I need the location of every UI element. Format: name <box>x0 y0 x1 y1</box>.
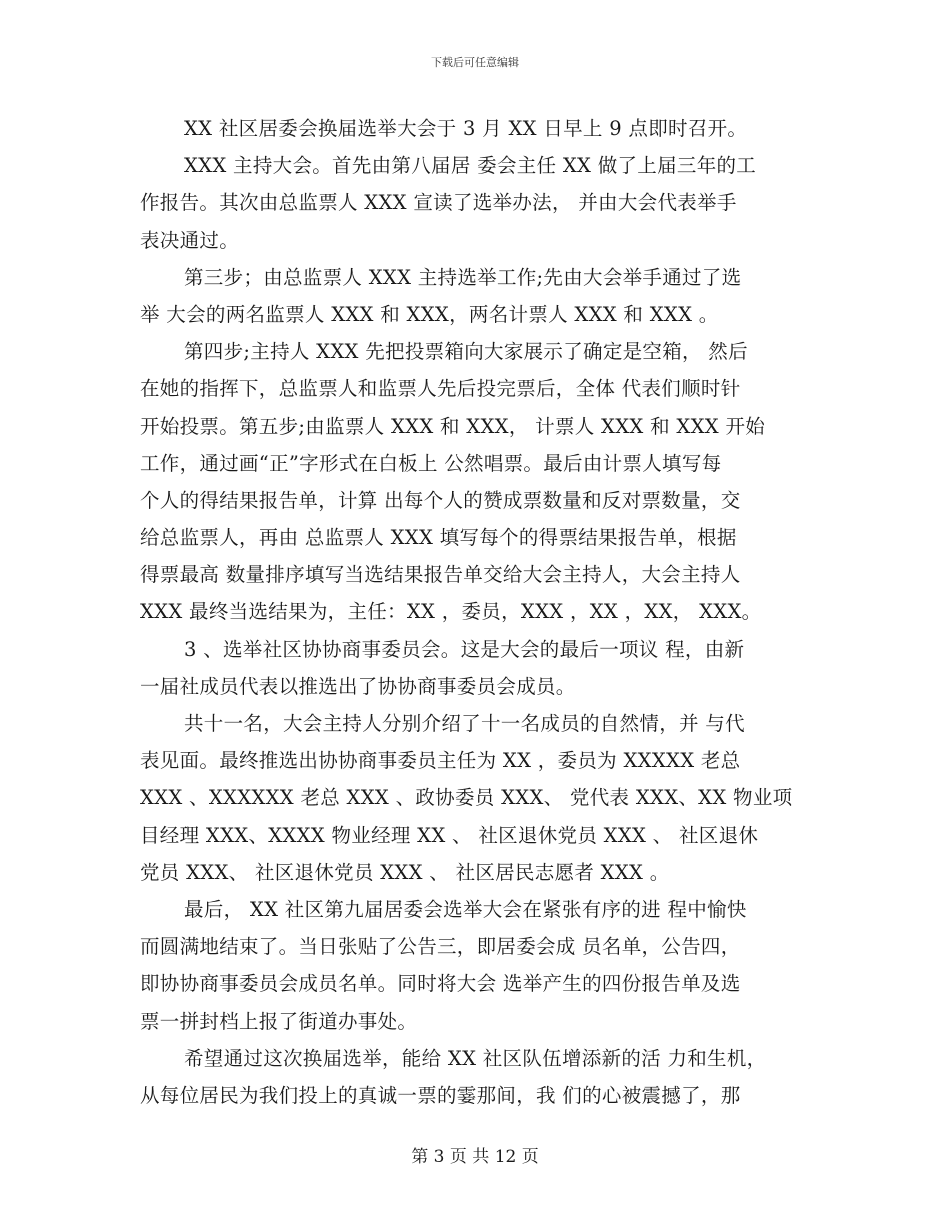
text-line: XXX 最终当选结果为，主任：XX ，委员，XXX ，XX ，XX， XXX。 <box>140 600 762 624</box>
text-line: 表见面。最终推选出协协商事委员主任为 XX ，委员为 XXXXX 老总 <box>140 749 741 773</box>
text-line: 工作，通过画“正”字形式在白板上 公然唱票。最后由计票人填写每 <box>140 451 722 475</box>
text-line: 3 、选举社区协协商事委员会。这是大会的最后一项议 程，由新 <box>184 637 745 661</box>
text-line: 目经理 XXX、XXXX 物业经理 XX 、 社区退休党员 XXX 、 社区退休 <box>140 823 759 847</box>
text-line: 给总监票人，再由 总监票人 XXX 填写每个的得票结果报告单，根据 <box>140 526 737 550</box>
text-line: 党员 XXX、 社区退休党员 XXX 、 社区居民志愿者 XXX 。 <box>140 860 670 884</box>
text-line: XX 社区居委会换届选举大会于 3 月 XX 日早上 9 点即时召开。 <box>184 117 748 140</box>
text-line: 而圆满地结束了。当日张贴了公告三，即居委会成 员名单，公告四， <box>140 935 741 959</box>
text-line: 希望通过这次换届选举，能给 XX 社区队伍增添新的活 力和生机， <box>184 1046 767 1070</box>
text-line: 举 大会的两名监票人 XXX 和 XXX，两名计票人 XXX 和 XXX 。 <box>140 302 719 326</box>
text-line: XXX 、XXXXXX 老总 XXX 、政协委员 XXX、 党代表 XXX、XX 物业项 <box>140 786 793 810</box>
text-line: 票一拼封档上报了街道办事处。 <box>140 1009 418 1033</box>
text-line: 个人的得结果报告单，计算 出每个人的赞成票数量和反对票数量，交 <box>140 488 741 512</box>
text-line: 共十一名，大会主持人分别介绍了十一名成员的自然情，并 与代 <box>184 712 745 735</box>
page-header: 下载后可任意编辑 <box>431 56 519 69</box>
document-body <box>140 110 820 1114</box>
text-line: 在她的指挥下，总监票人和监票人先后投完票后，全体 代表们顺时针 <box>140 377 741 401</box>
text-line: 开始投票。第五步;由监票人 XXX 和 XXX， 计票人 XXX 和 XXX 开始 <box>140 414 766 438</box>
text-line: XXX 主持大会。首先由第八届居 委会主任 XX 做了上届三年的工 <box>184 154 757 178</box>
page-footer: 第 3 页 共 12 页 <box>411 1147 539 1167</box>
text-line: 即协协商事委员会成员名单。同时将大会 选举产生的四份报告单及选 <box>140 972 741 996</box>
text-line: 作报告。其次由总监票人 XXX 宣读了选举办法， 并由大会代表举手 <box>140 191 737 215</box>
text-line: 一届社成员代表以推选出了协协商事委员会成员。 <box>140 674 576 698</box>
text-line: 得票最高 数量排序填写当选结果报告单交给大会主持人，大会主持人 <box>140 563 741 587</box>
text-line: 第三步；由总监票人 XXX 主持选举工作;先由大会举手通过了选 <box>184 265 742 289</box>
text-line: 最后， XX 社区第九届居委会选举大会在紧张有序的进 程中愉快 <box>184 897 747 921</box>
text-line: 从每位居民为我们投上的真诚一票的霎那间，我 们的心被震撼了，那 <box>140 1083 741 1107</box>
text-line: 第四步;主持人 XXX 先把投票箱向大家展示了确定是空箱， 然后 <box>184 340 748 364</box>
text-line: 表决通过。 <box>140 228 240 252</box>
